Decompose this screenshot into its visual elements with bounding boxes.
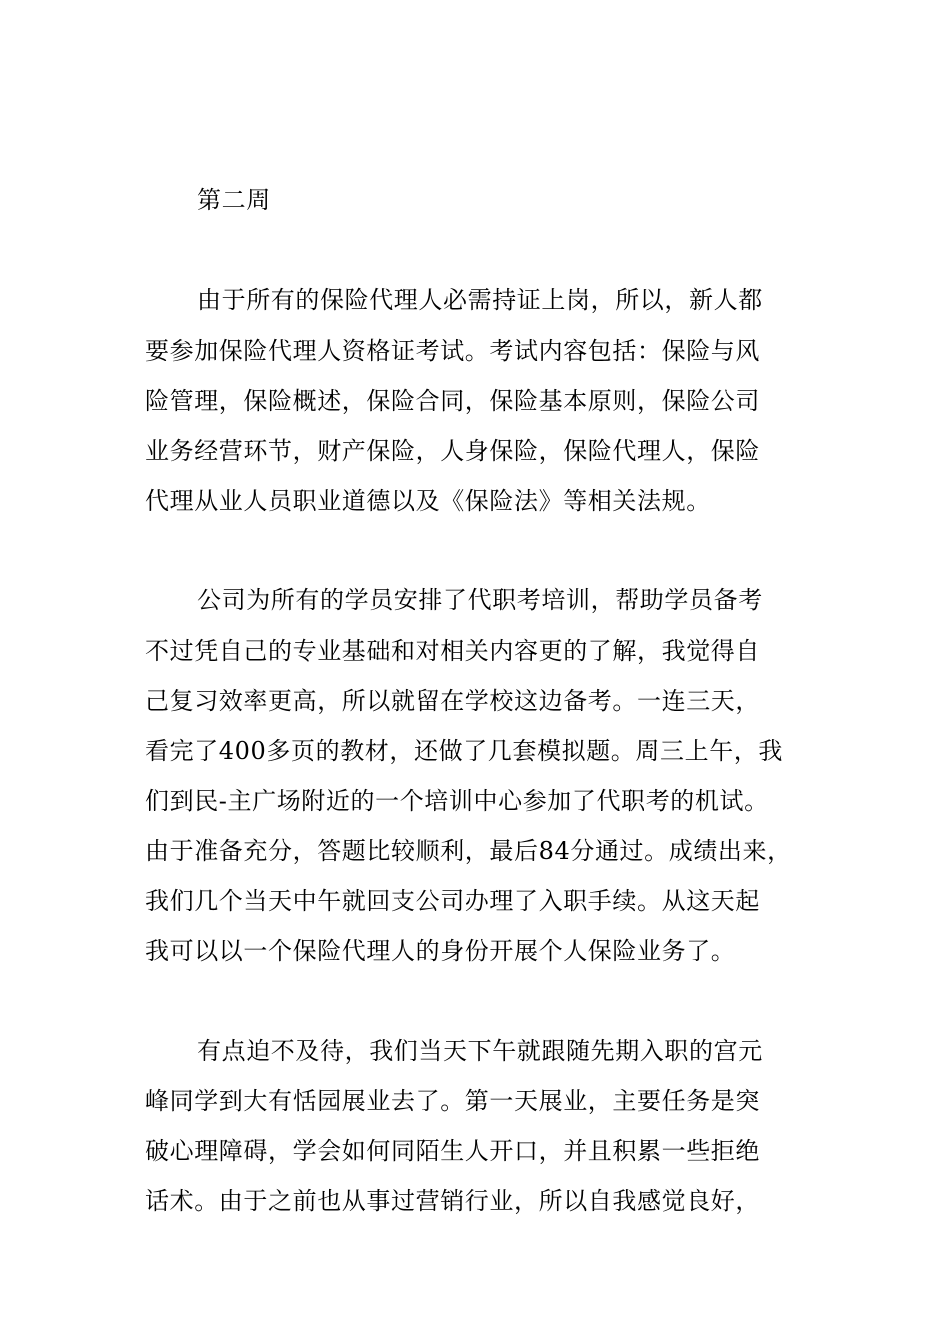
paragraph-3-line-2: 峰同学到大有恬园展业去了。第一天展业，主要任务是突 <box>145 1087 760 1115</box>
section-heading: 第二周 <box>197 186 271 214</box>
paragraph-1-line-1: 由于所有的保险代理人必需持证上岗，所以，新人都 <box>197 286 763 314</box>
paragraph-2-line-3: 己复习效率更高，所以就留在学校这边备考。一连三天， <box>145 687 760 715</box>
paragraph-1-line-3: 险管理，保险概述，保险合同，保险基本原则，保险公司 <box>145 387 760 415</box>
paragraph-1-line-5: 代理从业人员职业道德以及《保险法》等相关法规。 <box>145 487 711 515</box>
paragraph-3-line-3: 破心理障碍，学会如何同陌生人开口，并且积累一些拒绝 <box>145 1137 760 1165</box>
paragraph-2-line-4: 看完了400多页的教材，还做了几套模拟题。周三上午，我 <box>145 737 784 765</box>
paragraph-1-line-2: 要参加保险代理人资格证考试。考试内容包括：保险与风 <box>145 337 760 365</box>
paragraph-2-line-1: 公司为所有的学员安排了代职考培训，帮助学员备考 <box>197 586 763 614</box>
paragraph-2-line-5: 们到民-主广场附近的一个培训中心参加了代职考的机试。 <box>145 787 769 815</box>
paragraph-2-line-8: 我可以以一个保险代理人的身份开展个人保险业务了。 <box>145 937 736 965</box>
paragraph-2-line-2: 不过凭自己的专业基础和对相关内容更的了解，我觉得自 <box>145 637 760 665</box>
paragraph-1-line-4: 业务经营环节，财产保险，人身保险，保险代理人，保险 <box>145 437 760 465</box>
paragraph-3-line-4: 话术。由于之前也从事过营销行业，所以自我感觉良好， <box>145 1187 760 1215</box>
paragraph-2-line-6: 由于准备充分，答题比较顺利，最后84分通过。成绩出来， <box>145 837 792 865</box>
paragraph-2-line-7: 我们几个当天中午就回支公司办理了入职手续。从这天起 <box>145 887 760 915</box>
paragraph-3-line-1: 有点迫不及待，我们当天下午就跟随先期入职的宫元 <box>197 1037 763 1065</box>
